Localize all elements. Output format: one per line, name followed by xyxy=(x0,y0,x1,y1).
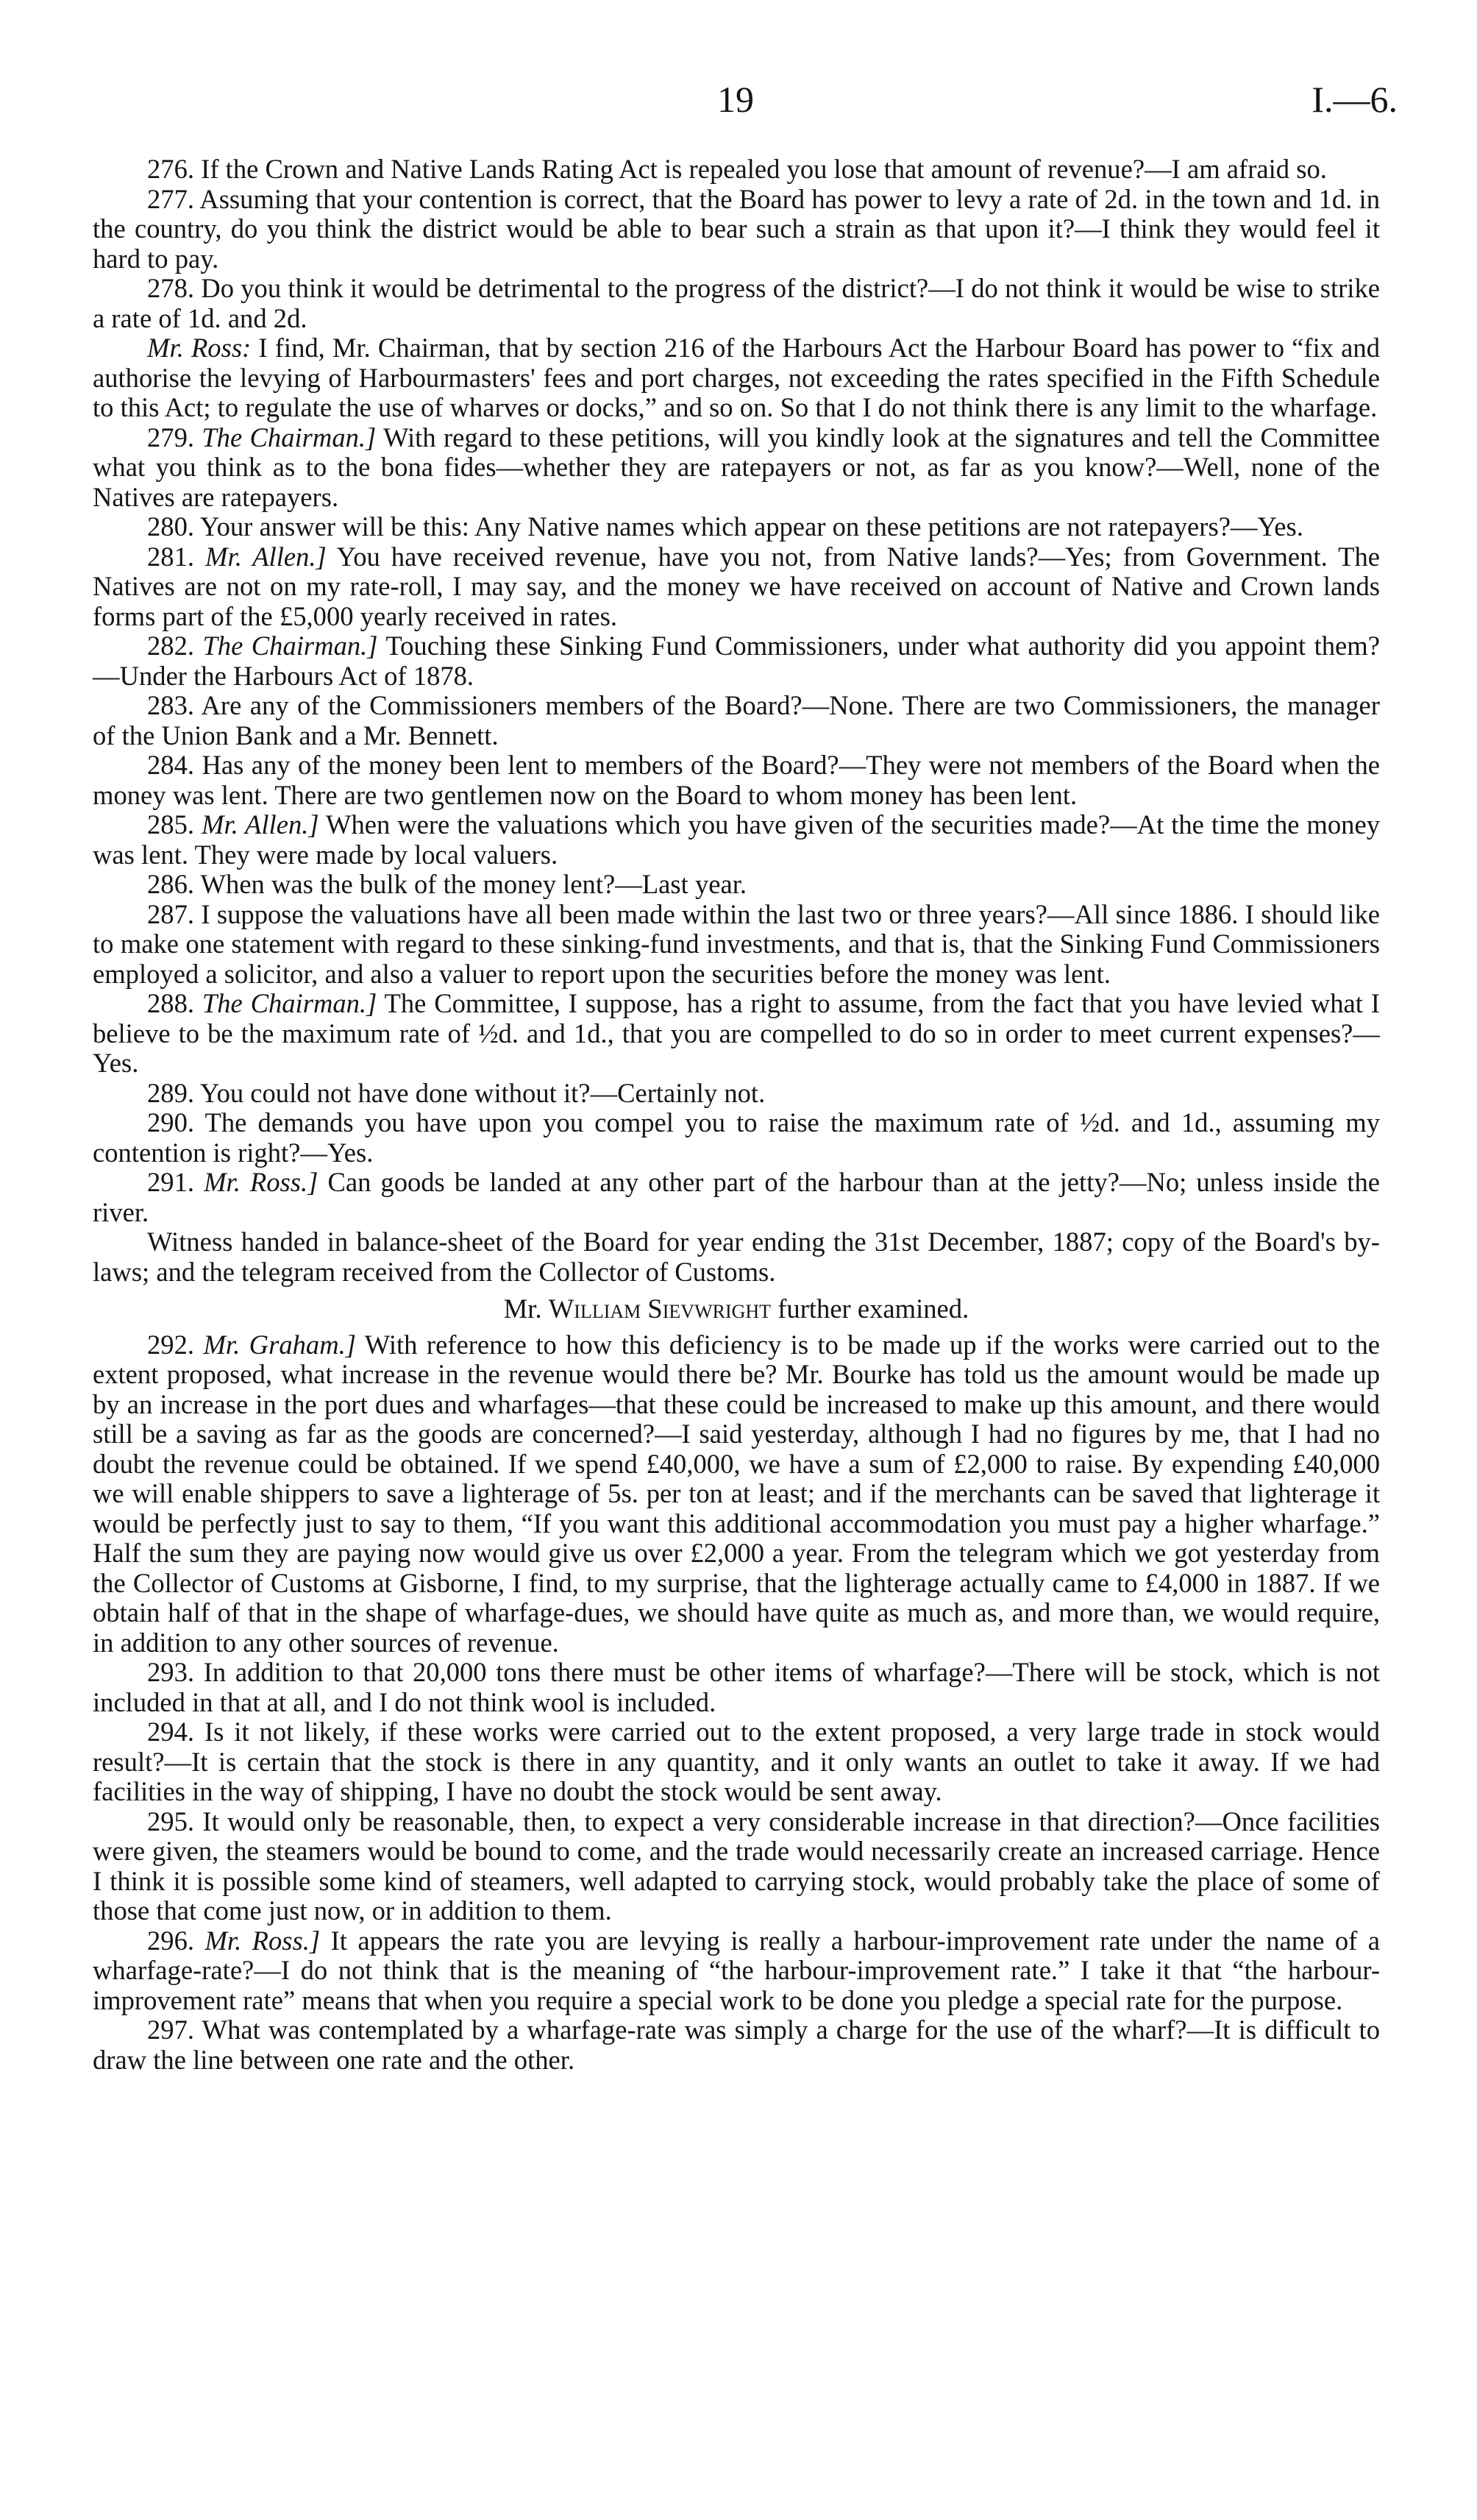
paragraph-text: Do you think it would be detrimental to the progress of the district?—I do not think it would be wise to strike a rate of 1d. and 2d. xyxy=(93,273,1380,333)
question-number: 284. xyxy=(147,750,195,780)
speaker-name: Mr. Allen.] xyxy=(205,541,327,572)
paragraph xyxy=(93,631,1380,691)
paragraph-text: When was the bulk of the money lent?—Last year. xyxy=(200,869,747,899)
paragraph xyxy=(93,1926,1380,2016)
question-number: 285. xyxy=(147,809,195,840)
paragraph xyxy=(93,155,1380,185)
speaker-name: Mr. Ross.] xyxy=(204,1167,318,1197)
page-header xyxy=(0,77,1477,129)
paragraph-text: It would only be reasonable, then, to expect a very considerable increase in that direction?—Once facilities were given, the steamers would be bound to come, and the trade would necessarily create an increased carriage. Hence I think it is possible some kind of steamers, well adapted to carrying stock, would probably take the place of some of those that come just now, or in addition to them. xyxy=(93,1806,1380,1926)
paragraph xyxy=(93,512,1380,542)
paragraph-text: It appears the rate you are levying is really a harbour-improvement rate under the name of a wharfage-rate?—I do not think that is the meaning of “the harbour-improvement rate.” I take it that “the harbour-improvement rate” means that when you require a special work to be done you pledge a special rate for the purpose. xyxy=(93,1925,1380,2015)
paragraph-text: With reference to how this deficiency is to be made up if the works were carried out to the extent proposed, what increase in the revenue would there be? Mr. Bourke has told us the amount would be made up by an increase in the port dues and wharfages—that these could be increased to make up this amount, and there would still be a saving as far as the goods are concerned?—I said yesterday, although I had no figures by me, that I had no doubt the revenue could be obtained. If we spend £40,000, we have a sum of £2,000 to raise. By expending £40,000 we will enable shippers to save a lighterage of 5s. per ton at least; and if the merchants can be saved that lighterage it would be perfectly just to say to them, “If you want this additional accommodation you must pay a higher wharfage.” Half the sum they are paying now would give us over £2,000 a year. From the telegram which we got yesterday from the Collector of Customs at Gisborne, I find, to my surprise, that the lighterage actually came to £4,000 in 1887. If we obtain half of that in the shape of wharfage-dues, we should have quite as much as, and more than, we would require, in addition to any other sources of revenue. xyxy=(93,1329,1380,1658)
paragraph-text: The demands you have upon you compel you to raise the maximum rate of ½d. and 1d., assuming my contention is right?—Yes. xyxy=(93,1107,1380,1168)
paragraph-text: When were the valuations which you have given of the securities made?—At the time the money was lent. They were made by local valuers. xyxy=(93,809,1380,870)
section-heading xyxy=(93,1294,1380,1324)
question-number: 297. xyxy=(147,2015,195,2045)
page-number: 19 xyxy=(717,79,754,120)
question-number: 291. xyxy=(147,1167,195,1197)
paragraph-text: What was contemplated by a wharfage-rate was simply a charge for the use of the wharf?—It is difficult to draw the line between one rate and the other. xyxy=(93,2015,1381,2075)
section-heading-suffix: further examined. xyxy=(777,1293,969,1324)
paragraph xyxy=(93,1079,1380,1109)
evidence-block-2 xyxy=(93,1330,1380,2076)
paragraph xyxy=(93,1227,1380,1287)
paper-reference: I.—6. xyxy=(1311,79,1398,120)
speaker-name: Mr. Allen.] xyxy=(201,809,319,840)
paragraph-text: Touching these Sinking Fund Commissioners, under what authority did you appoint them?—Under the Harbours Act of 1878. xyxy=(93,631,1380,691)
paragraph xyxy=(93,810,1380,870)
paragraph xyxy=(93,1658,1380,1717)
paragraph xyxy=(93,691,1380,750)
question-number: 282. xyxy=(147,631,195,661)
speaker-name: The Chairman.] xyxy=(202,631,378,661)
paragraph-text: I find, Mr. Chairman, that by section 216 of the Harbours Act the Harbour Board has power to “fix and authorise the levying of Harbourmasters' fees and port charges, not exceeding the rates specified in the Fifth Schedule to this Act; to regulate the use of wharves or docks,” and so on. So that I do not think there is any limit to the wharfage. xyxy=(93,333,1380,422)
paragraph-text: Assuming that your contention is correct, that the Board has power to levy a rate of 2d. in the town and 1d. in the country, do you think the district would be able to bear such a strain as that upon it?—I think they would feel it hard to pay. xyxy=(93,183,1380,274)
paragraph xyxy=(93,2015,1380,2075)
paragraph xyxy=(93,900,1380,990)
speaker-name: Mr. Ross: xyxy=(147,333,252,363)
speaker-name: Mr. Graham.] xyxy=(203,1329,356,1360)
paragraph-text: I suppose the valuations have all been made within the last two or three years?—All since 1886. I should like to make one statement with regard to these sinking-fund investments, and that is, that the Sinking Fund Commissioners employed a solicitor, and also a valuer to report upon the securities before the money was lent. xyxy=(93,898,1380,989)
paragraph-text: With regard to these petitions, will you kindly look at the signatures and tell the Committee what you think as to the bona fides—whether they are ratepayers or not, as far as you know?—Well, none of the Natives are ratepayers. xyxy=(93,422,1380,512)
paragraph xyxy=(93,185,1380,274)
paragraph xyxy=(93,1108,1380,1168)
paragraph xyxy=(93,1168,1380,1227)
question-number: 294. xyxy=(147,1717,195,1747)
paragraph-text: Witness handed in balance-sheet of the Board for year ending the 31st December, 1887; copy of the Board's by-laws; and the telegram received from the Collector of Customs. xyxy=(93,1227,1380,1287)
paragraph xyxy=(93,542,1380,632)
question-number: 283. xyxy=(147,690,195,720)
paragraph xyxy=(93,274,1380,333)
paragraph xyxy=(93,750,1380,810)
paragraph-text: Has any of the money been lent to members of the Board?—They were not members of the Board when the money was lent. There are two gentlemen now on the Board to whom money has been lent. xyxy=(93,750,1380,810)
question-number: 289. xyxy=(147,1077,195,1108)
paragraph-text: You have received revenue, have you not, from Native lands?—Yes; from Government. The Natives are not on my rate-roll, I may say, and the money we have received on account of Native and Crown lands forms part of the £5,000 yearly received in rates. xyxy=(93,541,1380,631)
question-number: 281. xyxy=(147,541,195,572)
question-number: 292. xyxy=(147,1329,195,1360)
question-number: 276. xyxy=(147,154,195,184)
paragraph-text: Are any of the Commissioners members of the Board?—None. There are two Commissioners, the manager of the Union Bank and a Mr. Bennett. xyxy=(93,690,1380,750)
question-number: 288. xyxy=(147,988,195,1018)
question-number: 286. xyxy=(147,869,195,899)
question-number: 277. xyxy=(147,183,195,214)
speaker-name: Mr. Ross.] xyxy=(204,1925,321,1956)
paragraph xyxy=(93,1330,1380,1658)
section-heading-prefix: Mr. xyxy=(503,1293,542,1324)
witness-name: William Sievwright xyxy=(548,1293,772,1324)
paragraph-text: Is it not likely, if these works were carried out to the extent proposed, a very large trade in stock would result?—It is certain that the stock is there in any quantity, and it only wants an outlet to take it away. If we had facilities in the way of shipping, I have no doubt the stock would be sent away. xyxy=(93,1717,1380,1806)
question-number: 295. xyxy=(147,1806,195,1836)
body-text xyxy=(93,155,1380,2075)
question-number: 290. xyxy=(147,1107,195,1137)
paragraph-text: Your answer will be this: Any Native names which appear on these petitions are not ratepayers?—Yes. xyxy=(199,511,1303,542)
paragraph xyxy=(93,1807,1380,1926)
paragraph-text: You could not have done without it?—Certainly not. xyxy=(199,1077,766,1108)
question-number: 296. xyxy=(147,1925,195,1956)
question-number: 279. xyxy=(147,422,195,452)
speaker-name: The Chairman.] xyxy=(202,422,377,452)
question-number: 287. xyxy=(147,898,195,929)
evidence-block-1 xyxy=(93,155,1380,1287)
paragraph xyxy=(93,423,1380,513)
paragraph-text: The Committee, I suppose, has a right to assume, from the fact that you have levied what I believe to be the maximum rate of ½d. and 1d., that you are compelled to do so in order to meet current expenses?—Yes. xyxy=(93,988,1380,1078)
paragraph xyxy=(93,870,1380,900)
paragraph xyxy=(93,333,1380,423)
question-number: 280. xyxy=(147,511,195,542)
paragraph-text: In addition to that 20,000 tons there must be other items of wharfage?—There will be stock, which is not included in that at all, and I do not think wool is included. xyxy=(93,1657,1380,1717)
paragraph-text: Can goods be landed at any other part of the harbour than at the jetty?—No; unless inside the river. xyxy=(93,1167,1380,1227)
paragraph xyxy=(93,989,1380,1079)
paragraph xyxy=(93,1717,1380,1807)
question-number: 293. xyxy=(147,1657,195,1687)
paragraph-text: If the Crown and Native Lands Rating Act is repealed you lose that amount of revenue?—I am afraid so. xyxy=(201,154,1327,184)
speaker-name: The Chairman.] xyxy=(202,988,377,1018)
question-number: 278. xyxy=(147,273,195,303)
